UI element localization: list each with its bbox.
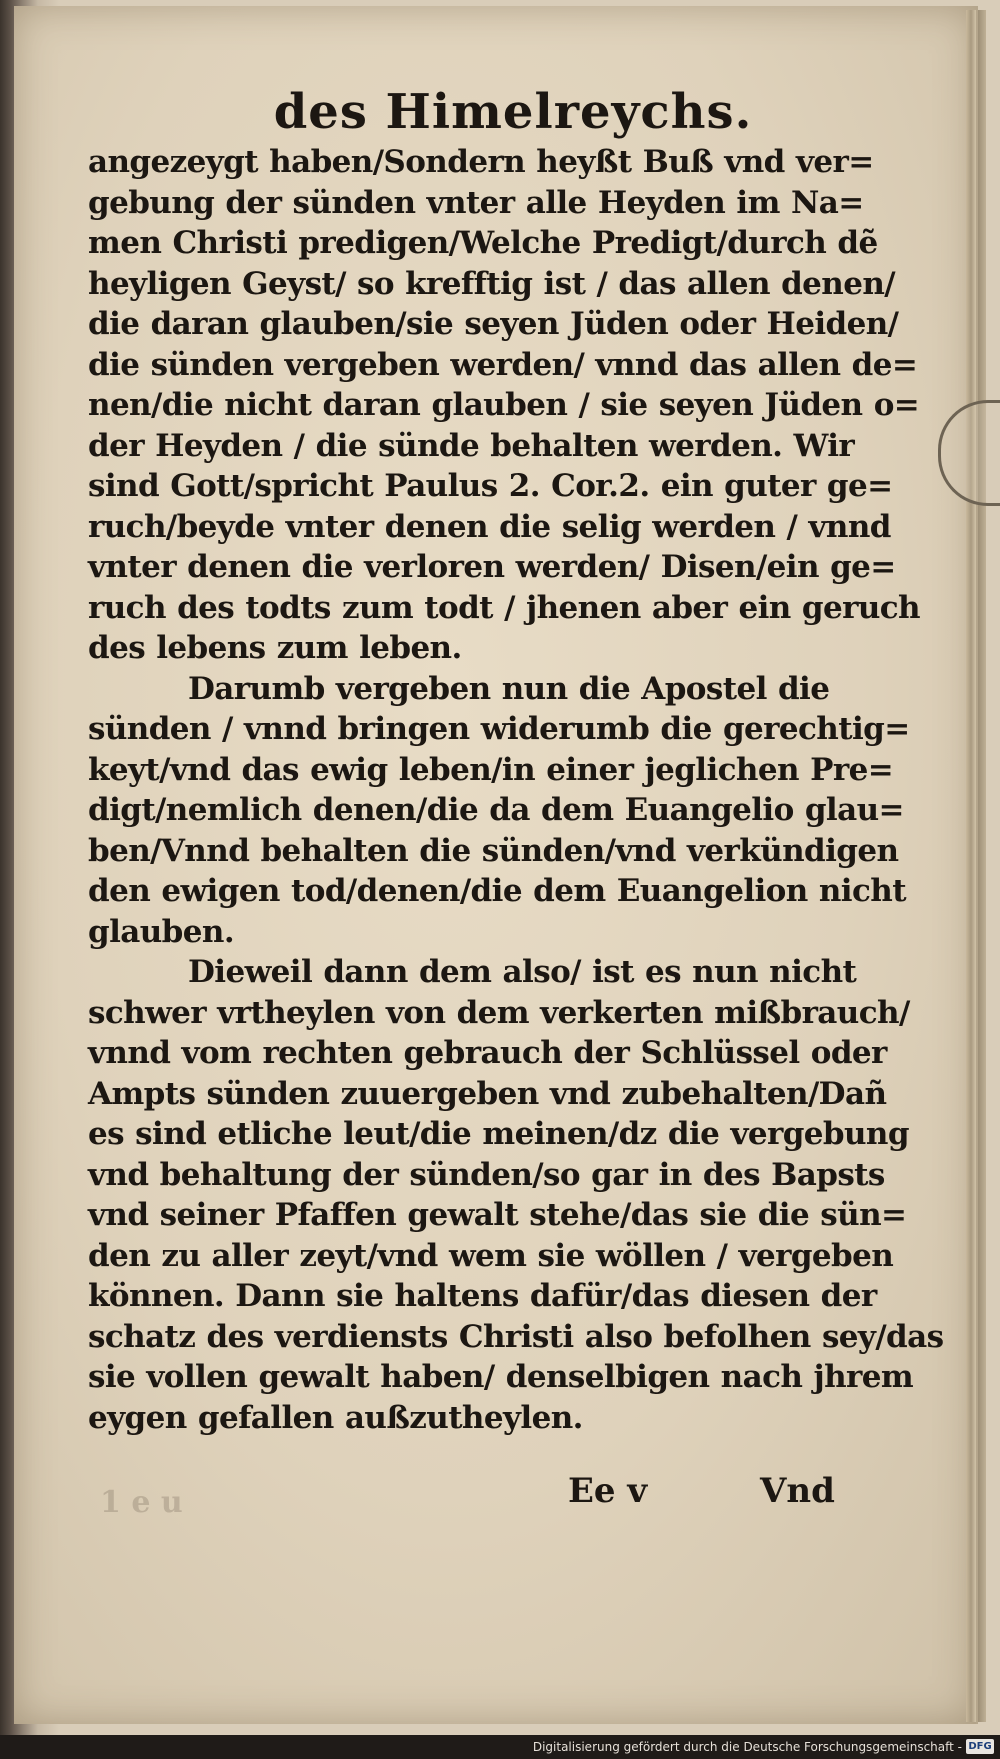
page-text	[88, 82, 944, 1438]
funding-credit: Digitalisierung gefördert durch die Deutsche Forschungsgemeinschaft -	[532, 1740, 962, 1754]
text-line: Dieweil dann dem also/ ist es nun nicht	[188, 954, 857, 990]
signature-mark: Ee v	[568, 1471, 648, 1511]
text-line: digt/nemlich denen/die da dem Euangelio glau=	[88, 792, 904, 828]
text-line: heyligen Geyst/ so krefftig ist / das allen denen/	[88, 265, 896, 302]
text-line: schatz des verdiensts Christi also befolhen sey/das	[88, 1318, 944, 1355]
text-line: der Heyden / die sünde behalten werden. Wir	[88, 427, 855, 464]
catchword: Vnd	[760, 1471, 835, 1511]
text-line: den zu aller zeyt/vnd wem sie wöllen / vergeben	[88, 1237, 894, 1274]
text-line: men Christi predigen/Welche Predigt/durch dẽ	[88, 225, 878, 261]
text-line: Ampts sünden zuuergeben vnd zubehalten/Dañ	[88, 1075, 887, 1112]
text-line: glauben.	[88, 913, 235, 950]
text-block	[88, 142, 944, 1438]
text-line: gebung der sünden vnter alle Heyden im Na=	[88, 184, 864, 221]
text-line: ben/Vnnd behalten die sünden/vnd verkündigen	[88, 832, 899, 869]
text-line: nen/die nicht daran glauben / sie seyen Jüden o=	[88, 387, 920, 423]
dfg-logo: DFG	[966, 1739, 994, 1754]
text-line: Darumb vergeben nun die Apostel die	[188, 670, 830, 707]
text-line: ruch des todts zum todt / jhenen aber ein geruch	[88, 589, 920, 626]
text-line: die sünden vergeben werden/ vnnd das allen de=	[88, 346, 918, 383]
text-line: sünden / vnnd bringen widerumb die gerechtig=	[88, 711, 910, 747]
text-line: angezeygt haben/Sondern heyßt Buß vnd ver=	[88, 144, 874, 180]
text-line: keyt/vnd das ewig leben/in einer jeglichen Pre=	[88, 751, 894, 788]
text-line: des lebens zum leben.	[88, 630, 462, 666]
page-edges-outer	[978, 10, 986, 1722]
text-line: vnnd vom rechten gebrauch der Schlüssel oder	[88, 1035, 887, 1071]
text-line: eygen gefallen außzutheylen.	[88, 1399, 583, 1436]
text-line: sind Gott/spricht Paulus 2. Cor.2. ein guter ge=	[88, 468, 893, 504]
text-line: es sind etliche leut/die meinen/dz die vergebung	[88, 1116, 909, 1152]
text-line: die daran glauben/sie seyen Jüden oder Heiden/	[88, 306, 899, 342]
text-line: vnd seiner Pfaffen gewalt stehe/das sie die sün=	[88, 1197, 907, 1233]
running-header: des Himelreychs.	[273, 84, 753, 140]
text-line: den ewigen tod/denen/die dem Euangelion nicht	[88, 873, 906, 909]
show-through-ghost: 1 e u	[100, 1485, 183, 1520]
text-line: schwer vrtheylen von dem verkerten mißbrauch/	[88, 994, 910, 1031]
text-line: können. Dann sie haltens dafür/das diesen der	[88, 1278, 877, 1314]
text-line: ruch/beyde vnter denen die selig werden / vnnd	[88, 508, 891, 545]
page-edges	[966, 10, 976, 1722]
text-line: sie vollen gewalt haben/ denselbigen nach jhrem	[88, 1359, 914, 1395]
text-line: vnter denen die verloren werden/ Disen/ein ge=	[88, 549, 896, 585]
text-line: vnd behaltung der sünden/so gar in des Bapsts	[88, 1156, 885, 1193]
